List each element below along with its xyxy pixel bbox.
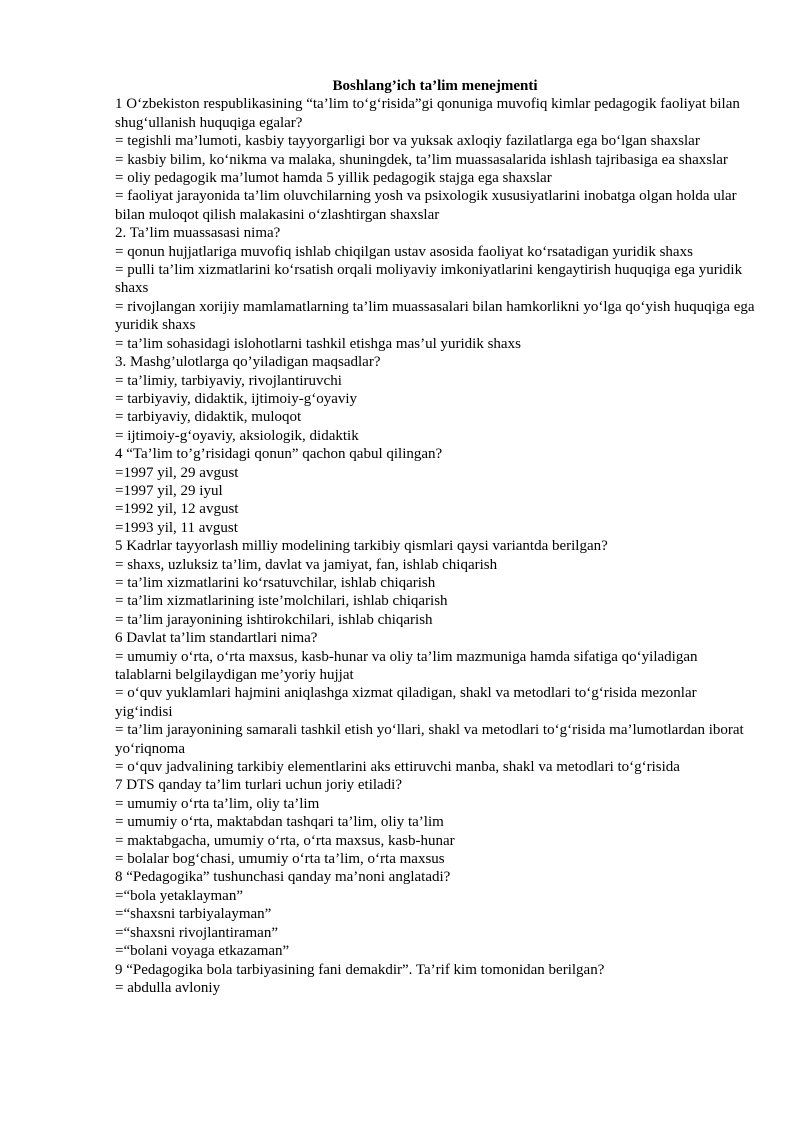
text-line: = ta’limiy, tarbiyaviy, rivojlantiruvchi xyxy=(115,372,342,389)
text-line: = shaxs, uzluksiz ta’lim, davlat va jamiyat, fan, ishlab chiqarish xyxy=(115,556,498,573)
text-line: = ijtimoiy-g‘oyaviy, aksiologik, didaktik xyxy=(115,427,359,444)
text-line: = rivojlangan xorijiy mamlamatlarning ta’lim muassasalari bilan hamkorlikni yo‘lga qo‘yish huquqiga ega yuridik shaxs xyxy=(115,298,755,334)
text-line: = kasbiy bilim, ko‘nikma va malaka, shuningdek, ta’lim muassasalarida ishlash tajribasiga ea shaxslar xyxy=(115,151,728,168)
text-line: = abdulla avloniy xyxy=(115,979,221,996)
text-line: = oliy pedagogik ma’lumot hamda 5 yillik pedagogik stajga ega shaxslar xyxy=(115,170,552,187)
text-line: = pulli ta’lim xizmatlarini ko‘rsatish orqali moliyaviy imkoniyatlarini kengaytirish huquqiga ega yuridik shaxs xyxy=(115,262,743,297)
text-line: =“bola yetaklayman” xyxy=(115,887,243,904)
text-line: = tarbiyaviy, didaktik, muloqot xyxy=(115,409,302,426)
text-line: 9 “Pedagogika bola tarbiyasining fani demakdir”. Ta’rif kim tomonidan berilgan? xyxy=(115,961,605,978)
text-line: = ta’lim xizmatlarini ko‘rsatuvchilar, ishlab chiqarish xyxy=(115,574,436,591)
text-line: =1997 yil, 29 avgust xyxy=(115,464,239,481)
text-line: =1997 yil, 29 iyul xyxy=(115,482,223,499)
text-line: = umumiy o‘rta, maktabdan tashqari ta’lim, oliy ta’lim xyxy=(115,814,444,831)
text-line: = umumiy o‘rta ta’lim, oliy ta’lim xyxy=(115,795,320,812)
text-line: = o‘quv yuklamlari hajmini aniqlashga xizmat qiladigan, shakl va metodlari to‘g‘risida mezonlar yig‘indisi xyxy=(115,685,697,720)
document-body xyxy=(115,95,755,997)
text-line: = umumiy o‘rta, o‘rta maxsus, kasb-hunar va oliy ta’lim mazmuniga hamda sifatiga qo‘yiladigan talablarni belgilaydigan me’yoriy hujjat xyxy=(115,648,698,683)
text-line: =1993 yil, 11 avgust xyxy=(115,519,238,536)
document-title: Boshlang’ich ta’lim menejmenti xyxy=(332,78,538,94)
text-line: = tegishli ma’lumoti, kasbiy tayyorgarligi bor va yuksak axloqiy fazilatlarga ega bo‘lgan shaxslar xyxy=(115,133,700,150)
text-line: = maktabgacha, umumiy o‘rta, o‘rta maxsus, kasb-hunar xyxy=(115,832,455,849)
text-line: = faoliyat jarayonida ta’lim oluvchilarning yosh va psixologik xususiyatlarini inobatga olgan holda ular bilan muloqot qilish malakasini o‘zlashtirgan shaxslar xyxy=(115,188,737,223)
text-line: = ta’lim sohasidagi islohotlarni tashkil etishga mas’ul yuridik shaxs xyxy=(115,335,521,352)
text-line: = tarbiyaviy, didaktik, ijtimoiy-g‘oyaviy xyxy=(115,390,358,407)
text-line: = bolalar bog‘chasi, umumiy o‘rta ta’lim, o‘rta maxsus xyxy=(115,851,445,868)
text-line: 4 “Ta’lim to’g’risidagi qonun” qachon qabul qilingan? xyxy=(115,446,443,463)
text-line: 7 DTS qanday ta’lim turlari uchun joriy etiladi? xyxy=(115,777,403,794)
text-line: 8 “Pedagogika” tushunchasi qanday ma’noni anglatadi? xyxy=(115,869,451,886)
text-line: 3. Mashg’ulotlarga qo’yiladigan maqsadlar? xyxy=(115,354,381,371)
text-line: = ta’lim xizmatlarining iste’molchilari, ishlab chiqarish xyxy=(115,593,448,610)
text-line: 2. Ta’lim muassasasi nima? xyxy=(115,225,281,242)
text-line: = o‘quv jadvalining tarkibiy elementlarini aks ettiruvchi manba, shakl va metodlari to‘g‘risida xyxy=(115,759,680,776)
text-line: 1 O‘zbekiston respublikasining “ta’lim to‘g‘risida”gi qonuniga muvofiq kimlar pedagogik faoliyat bilan shug‘ullanish huquqiga egalar? xyxy=(115,96,740,131)
text-line: 6 Davlat ta’lim standartlari nima? xyxy=(115,630,318,647)
text-line: 5 Kadrlar tayyorlash milliy modelining tarkibiy qismlari qaysi variantda berilgan? xyxy=(115,538,608,555)
text-line: = qonun hujjatlariga muvofiq ishlab chiqilgan ustav asosida faoliyat ko‘rsatadigan yuridik shaxs xyxy=(115,243,693,260)
text-line: =“bolani voyaga etkazaman” xyxy=(115,943,290,960)
text-line: = ta’lim jarayonining ishtirokchilari, ishlab chiqarish xyxy=(115,611,433,628)
text-line: =“shaxsni tarbiyalayman” xyxy=(115,906,272,923)
text-line: = ta’lim jarayonining samarali tashkil etish yo‘llari, shakl va metodlari to‘g‘risida ma’lumotlardan iborat yo‘riqnoma xyxy=(115,722,744,757)
text-line: =1992 yil, 12 avgust xyxy=(115,501,239,518)
document-page xyxy=(115,77,755,997)
text-line: =“shaxsni rivojlantiraman” xyxy=(115,924,278,941)
